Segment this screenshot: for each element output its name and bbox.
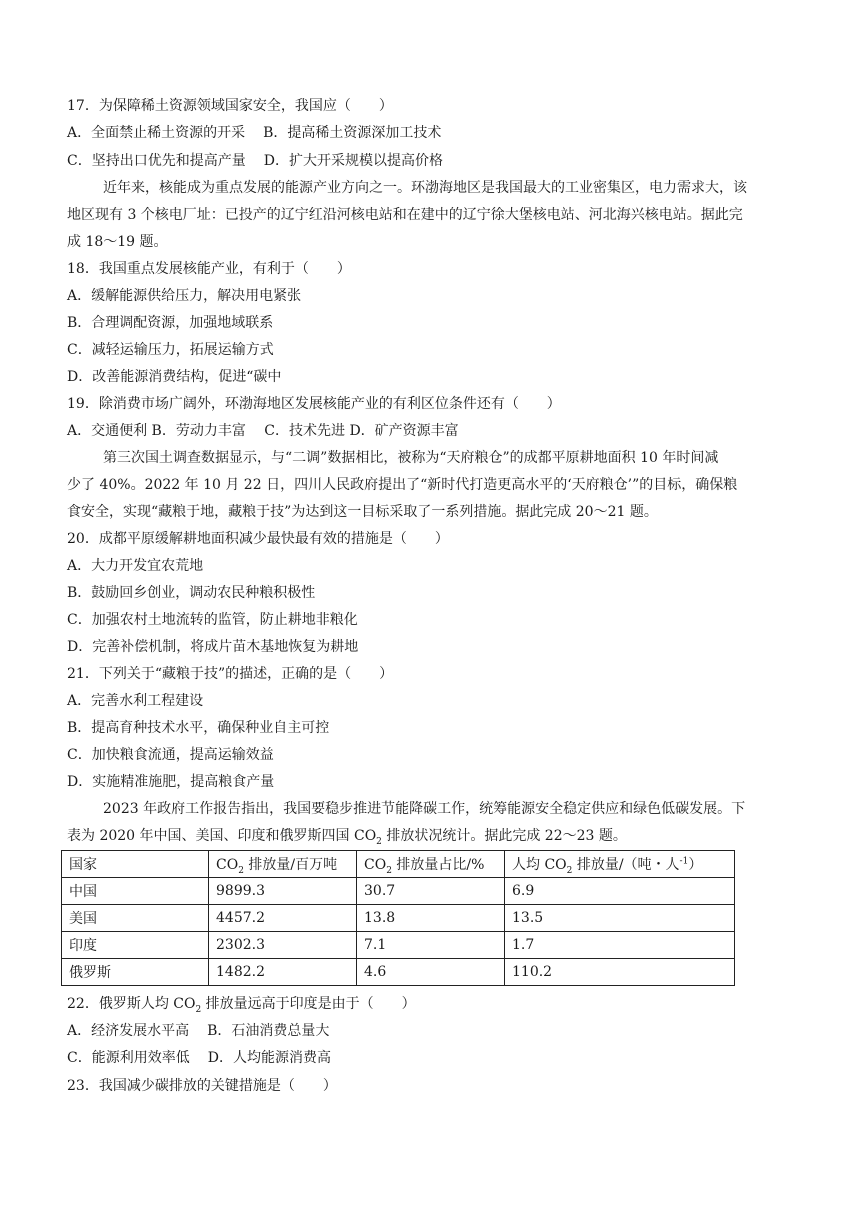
q22-option-a: A．经济发展水平高 <box>67 1023 190 1039</box>
q19-options: A．交通便利 B．劳动力丰富 C．技术先进 D．矿产资源丰富 <box>67 423 459 439</box>
table-cell: 中国 <box>62 878 209 905</box>
q18-option-d: D．改善能源消费结构，促进“碳中 <box>67 369 282 385</box>
co2-emissions-table <box>61 850 735 986</box>
q22-stem-text-a: 22．俄罗斯人均 CO <box>67 996 196 1012</box>
co2-subscript: 2 <box>195 1004 202 1015</box>
q22-stem-text-b: 排放量远高于印度是由于（ ） <box>201 996 416 1012</box>
q18-option-c: C．减轻运输压力，拓展运输方式 <box>67 342 274 358</box>
table-cell: 7.1 <box>357 932 505 959</box>
table-row <box>62 905 735 932</box>
table-cell: 110.2 <box>505 959 735 986</box>
table-cell: 2302.3 <box>209 932 357 959</box>
table-cell: 9899.3 <box>209 878 357 905</box>
table-cell: 13.5 <box>505 905 735 932</box>
table-row <box>62 959 735 986</box>
q22-option-b: B．石油消费总量大 <box>207 1023 330 1039</box>
q17-option-d: D．扩大开采规模以提高价格 <box>263 153 443 169</box>
q23-stem: 23．我国减少碳排放的关键措施是（ ） <box>67 1078 337 1094</box>
q21-option-d: D．实施精准施肥，提高粮食产量 <box>67 774 275 790</box>
passage1-line3: 成 18～19 题。 <box>67 234 168 250</box>
q21-stem: 21．下列关于“藏粮于技”的描述，正确的是（ ） <box>67 666 394 682</box>
passage2-line1: 第三次国土调查数据显示，与“二调”数据相比，被称为“天府粮仓”的成都平原耕地面积 10 年时间减 <box>103 450 719 466</box>
q22-options-row2 <box>67 1048 331 1068</box>
q19-stem: 19．除消费市场广阔外，环渤海地区发展核能产业的有利区位条件还有（ ） <box>67 396 561 412</box>
q17-option-b: B．提高稀土资源深加工技术 <box>263 125 442 141</box>
table-row <box>62 878 735 905</box>
table-cell: 4.6 <box>357 959 505 986</box>
table-cell: 印度 <box>62 932 209 959</box>
q21-option-c: C．加快粮食流通，提高运输效益 <box>67 747 274 763</box>
q20-option-a: A．大力开发宜农荒地 <box>67 558 204 574</box>
passage1-line1: 近年来，核能成为重点发展的能源产业方向之一。环渤海地区是我国最大的工业密集区，电力需求大，该 <box>103 180 747 196</box>
q17-option-c: C．坚持出口优先和提高产量 <box>67 153 246 169</box>
table-cell: 6.9 <box>505 878 735 905</box>
table-cell: 美国 <box>62 905 209 932</box>
q21-option-b: B．提高育种技术水平，确保种业自主可控 <box>67 720 330 736</box>
table-header-cell: 国家 <box>62 851 209 878</box>
passage1-line2: 地区现有 3 个核电厂址：已投产的辽宁红沿河核电站和在建中的辽宁徐大堡核电站、河北海兴核电站。据此完 <box>67 207 743 223</box>
table-cell: 1482.2 <box>209 959 357 986</box>
table-header-row <box>62 851 735 878</box>
co2-subscript: 2 <box>376 836 382 847</box>
q17-option-a: A．全面禁止稀土资源的开采 <box>67 125 246 141</box>
q22-option-d: D．人均能源消费高 <box>207 1050 331 1066</box>
passage2-line2: 少了 40%。2022 年 10 月 22 日，四川人民政府提出了“新时代打造更高水平的‘天府粮仓’”的目标，确保粮 <box>67 477 738 493</box>
q17-options-row1 <box>67 123 441 143</box>
table-header-cell: 人均 $CO_2$ 排放量/（吨・人$^{-1}$） <box>505 851 735 878</box>
table-cell: 13.8 <box>357 905 505 932</box>
passage3-line2 <box>67 826 627 846</box>
table-header-cell: $CO_2$ 排放量/百万吨 <box>209 851 357 878</box>
passage3-line1: 2023 年政府工作报告指出，我国要稳步推进节能降碳工作，统筹能源安全稳定供应和绿色低碳发展。下 <box>103 801 746 817</box>
q18-option-a: A．缓解能源供给压力，解决用电紧张 <box>67 288 302 304</box>
q22-options-row1 <box>67 1021 329 1041</box>
q20-stem: 20．成都平原缓解耕地面积减少最快最有效的措施是（ ） <box>67 531 449 547</box>
passage2-line3: 食安全，实现“藏粮于地，藏粮于技”为达到这一目标采取了一系列措施。据此完成 20～21 题。 <box>67 504 658 520</box>
q20-option-b: B．鼓励回乡创业，调动农民种粮积极性 <box>67 585 316 601</box>
table-row <box>62 932 735 959</box>
table-cell: 30.7 <box>357 878 505 905</box>
q20-option-d: D．完善补偿机制，将成片苗木基地恢复为耕地 <box>67 639 359 655</box>
table-header-cell: $CO_2$ 排放量占比/% <box>357 851 505 878</box>
q18-stem: 18．我国重点发展核能产业，有利于（ ） <box>67 261 351 277</box>
table-cell: 1.7 <box>505 932 735 959</box>
q20-option-c: C．加强农村土地流转的监管，防止耕地非粮化 <box>67 612 358 628</box>
table-cell: 俄罗斯 <box>62 959 209 986</box>
q18-option-b: B．合理调配资源，加强地域联系 <box>67 315 274 331</box>
table-cell: 4457.2 <box>209 905 357 932</box>
passage3-line2-text-b: 排放状况统计。据此完成 22～23 题。 <box>381 828 627 844</box>
q22-option-c: C．能源利用效率低 <box>67 1050 190 1066</box>
q21-option-a: A．完善水利工程建设 <box>67 693 204 709</box>
q17-options-row2 <box>67 151 443 171</box>
q17-stem: 17．为保障稀土资源领域国家安全，我国应（ ） <box>67 98 393 114</box>
q22-stem <box>67 994 416 1014</box>
passage3-line2-text-a: 表为 2020 年中国、美国、印度和俄罗斯四国 CO <box>67 828 377 844</box>
